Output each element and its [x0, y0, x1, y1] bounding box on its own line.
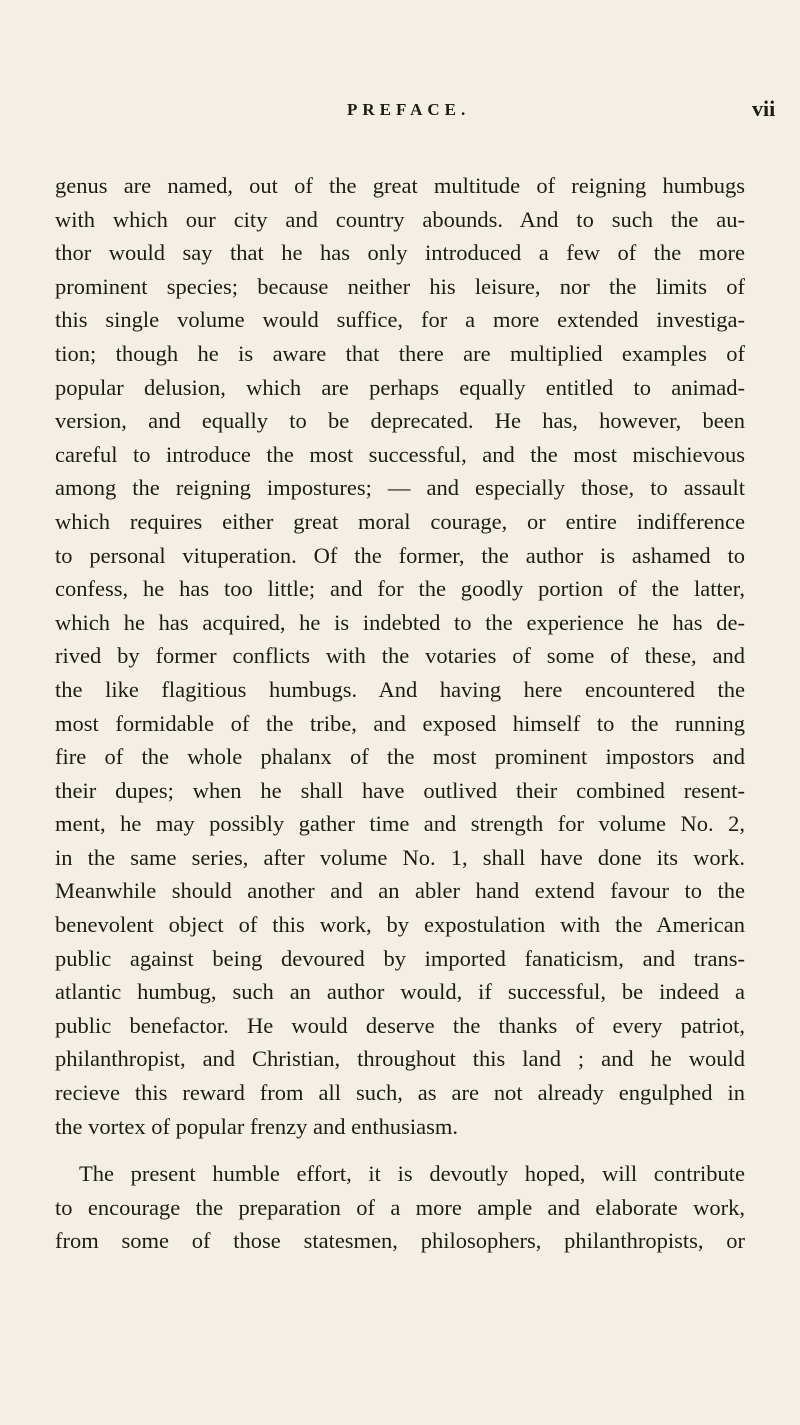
- text-line: recieve this reward from all such, as are not already engulphed in: [55, 1080, 745, 1106]
- body-text: [55, 169, 745, 1258]
- text-line: this single volume would suffice, for a more extended investiga-: [55, 307, 745, 333]
- running-head: PREFACE.: [347, 100, 471, 119]
- text-line: the like flagitious humbugs. And having here encountered the: [55, 676, 745, 702]
- text-line: benevolent object of this work, by expostulation with the American: [55, 912, 745, 938]
- text-line: the vortex of popular frenzy and enthusiasm.: [55, 1113, 459, 1139]
- text-line: The present humble effort, it is devoutly hoped, will contribute: [79, 1161, 745, 1187]
- paragraph-gap: [55, 1143, 745, 1157]
- text-line: careful to introduce the most successful, and the most mischievous: [55, 441, 745, 467]
- text-line: confess, he has too little; and for the goodly portion of the latter,: [55, 576, 745, 602]
- text-line: philanthropist, and Christian, throughout this land ; and he would: [55, 1046, 745, 1072]
- text-line: prominent species; because neither his leisure, nor the limits of: [55, 273, 745, 299]
- paragraph-1: [55, 169, 745, 1143]
- text-line: ment, he may possibly gather time and strength for volume No. 2,: [55, 811, 745, 837]
- text-line: their dupes; when he shall have outlived their combined resent-: [55, 777, 745, 803]
- text-line: public against being devoured by imported fanaticism, and trans-: [55, 945, 745, 971]
- text-line: to personal vituperation. Of the former, the author is ashamed to: [55, 542, 745, 568]
- text-line: which he has acquired, he is indebted to the experience he has de-: [55, 609, 745, 635]
- text-line: rived by former conflicts with the votaries of some of these, and: [55, 643, 745, 669]
- text-line: atlantic humbug, such an author would, if successful, be indeed a: [55, 979, 745, 1005]
- text-line: public benefactor. He would deserve the thanks of every patriot,: [55, 1012, 745, 1038]
- page-number: vii: [752, 96, 776, 121]
- text-line: most formidable of the tribe, and exposed himself to the running: [55, 710, 745, 736]
- text-line: popular delusion, which are perhaps equally entitled to animad-: [55, 374, 745, 400]
- text-line: fire of the whole phalanx of the most prominent impostors and: [55, 744, 745, 770]
- text-line: thor would say that he has only introduced a few of the more: [55, 240, 745, 266]
- text-line: Meanwhile should another and an abler hand extend favour to the: [55, 878, 745, 904]
- text-line: genus are named, out of the great multitude of reigning humbugs: [55, 173, 745, 198]
- text-line: to encourage the preparation of a more ample and elaborate work,: [55, 1194, 745, 1220]
- text-line: which requires either great moral courage, or entire indifference: [55, 508, 745, 534]
- text-line: tion; though he is aware that there are multiplied examples of: [55, 340, 745, 366]
- text-line: among the reigning impostures; — and especially those, to assault: [55, 475, 745, 501]
- text-line: version, and equally to be deprecated. He has, however, been: [55, 408, 745, 434]
- text-line: in the same series, after volume No. 1, shall have done its work.: [55, 844, 745, 870]
- text-line: from some of those statesmen, philosophers, philanthropists, or: [55, 1228, 745, 1254]
- paragraph-2: [55, 1157, 745, 1258]
- text-line: with which our city and country abounds. And to such the au-: [55, 206, 745, 232]
